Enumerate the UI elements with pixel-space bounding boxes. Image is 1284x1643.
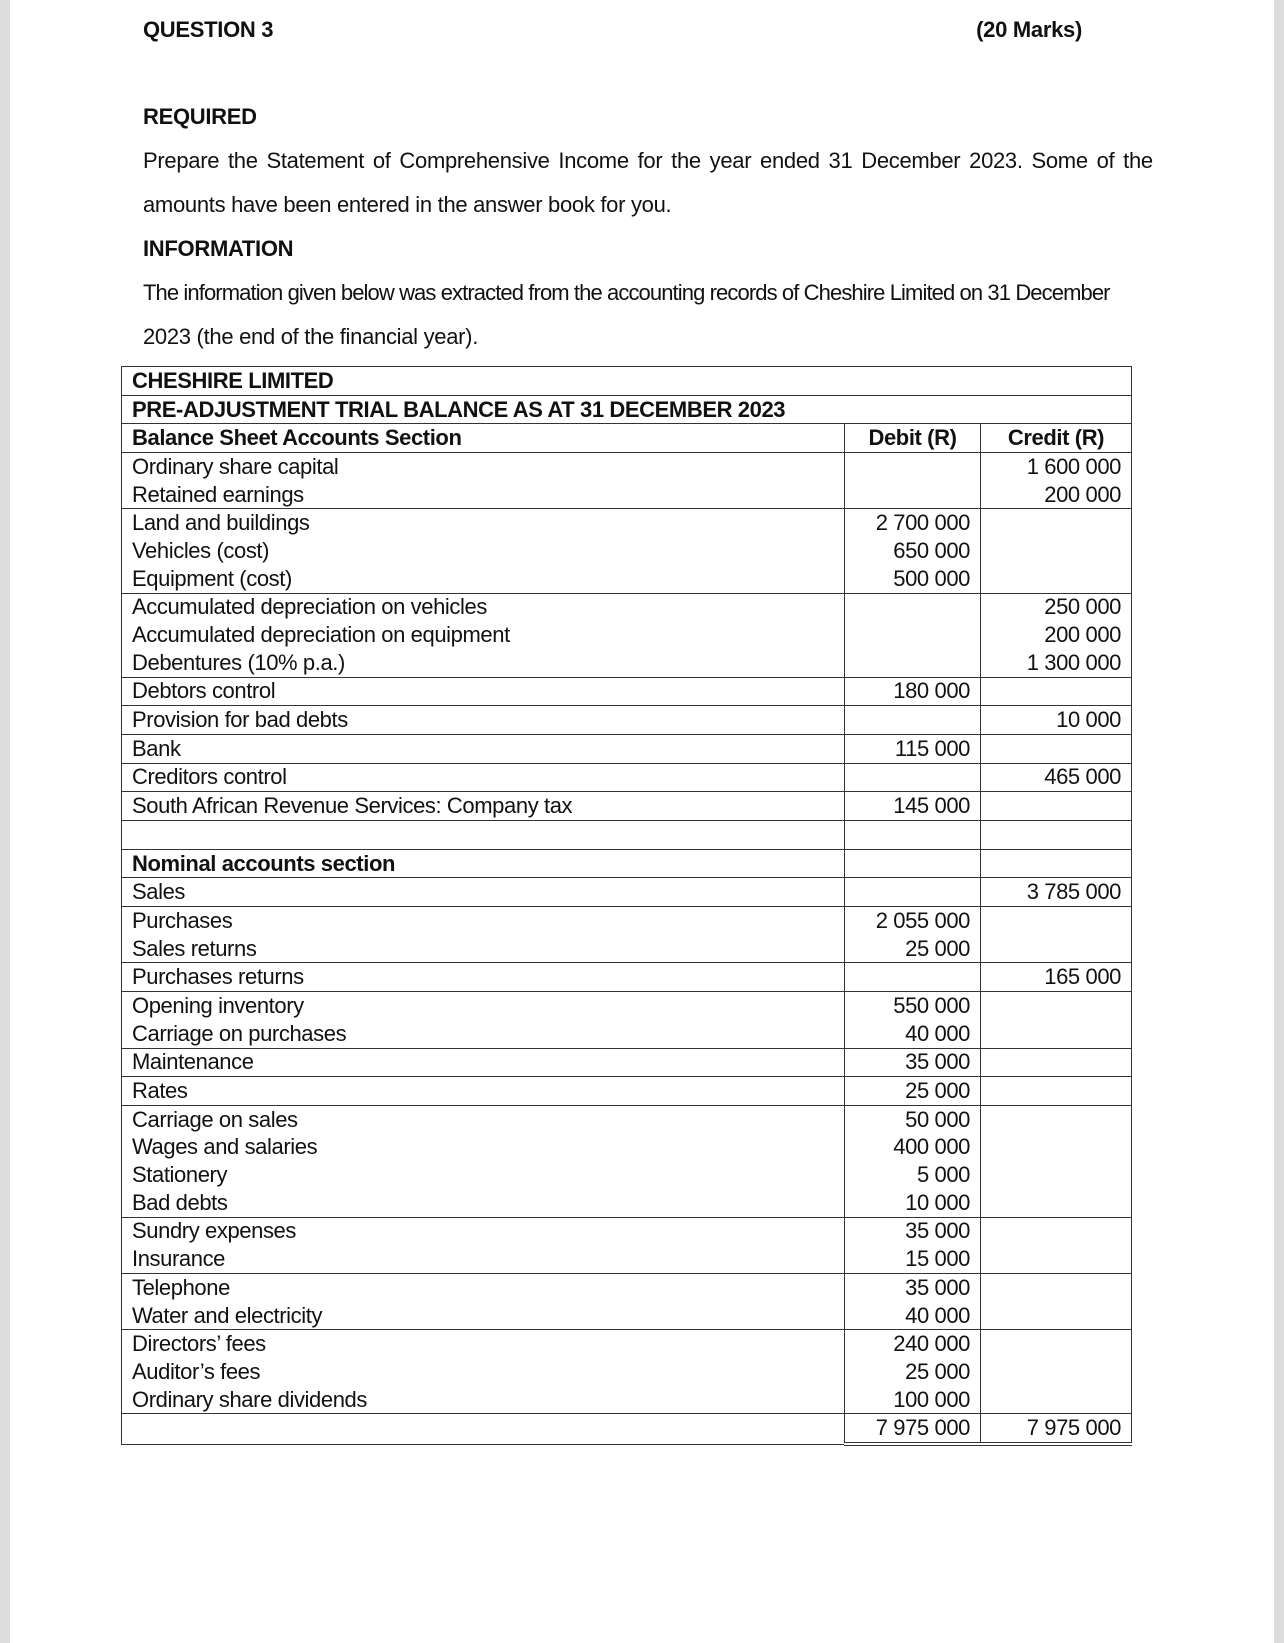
account-name: Sundry expenses — [122, 1217, 845, 1245]
table-row — [122, 1189, 1132, 1217]
debit-amount: 180 000 — [845, 677, 981, 706]
table-row — [122, 509, 1132, 537]
account-name: Land and buildings — [122, 509, 845, 537]
debit-amount: 145 000 — [845, 792, 981, 821]
account-name: Accumulated depreciation on equipment — [122, 621, 845, 649]
account-name: Wages and salaries — [122, 1134, 845, 1162]
nominal-heading-row — [122, 849, 1132, 878]
account-name: Insurance — [122, 1245, 845, 1273]
account-name: Purchases returns — [122, 963, 845, 992]
table-row — [122, 963, 1132, 992]
table-row — [122, 907, 1132, 935]
column-header-row — [122, 424, 1132, 453]
account-name: Telephone — [122, 1274, 845, 1302]
account-name: Vehicles (cost) — [122, 537, 845, 565]
credit-header: Credit (R) — [981, 424, 1132, 453]
credit-amount — [981, 537, 1132, 565]
credit-amount — [981, 1358, 1132, 1386]
credit-amount — [981, 1330, 1132, 1358]
balance-section-heading: Balance Sheet Accounts Section — [122, 424, 845, 453]
credit-amount — [981, 1189, 1132, 1217]
debit-amount — [845, 878, 981, 907]
credit-amount — [981, 1134, 1132, 1162]
debit-amount: 25 000 — [845, 1358, 981, 1386]
account-name: Sales returns — [122, 935, 845, 963]
table-row — [122, 1161, 1132, 1189]
account-name: Bad debts — [122, 1189, 845, 1217]
credit-amount — [981, 935, 1132, 963]
account-name: Bank — [122, 734, 845, 763]
table-row — [122, 1134, 1132, 1162]
credit-amount: 1 600 000 — [981, 453, 1132, 481]
credit-amount: 3 785 000 — [981, 878, 1132, 907]
credit-amount: 1 300 000 — [981, 649, 1132, 677]
debit-amount — [845, 763, 981, 792]
table-row — [122, 1105, 1132, 1133]
table-row — [122, 481, 1132, 509]
question-title: QUESTION 3 — [143, 17, 274, 42]
debit-amount — [845, 453, 981, 481]
debit-amount: 35 000 — [845, 1217, 981, 1245]
debit-amount: 550 000 — [845, 992, 981, 1020]
table-row — [122, 1330, 1132, 1358]
account-name: Debentures (10% p.a.) — [122, 649, 845, 677]
total-debit: 7 975 000 — [845, 1414, 981, 1444]
table-row — [122, 649, 1132, 677]
spacer-row — [122, 821, 1132, 850]
credit-amount: 200 000 — [981, 481, 1132, 509]
debit-amount: 240 000 — [845, 1330, 981, 1358]
table-row — [122, 621, 1132, 649]
required-heading: REQUIRED — [143, 104, 257, 129]
debit-amount: 40 000 — [845, 1020, 981, 1048]
total-credit: 7 975 000 — [981, 1414, 1132, 1444]
table-row — [122, 537, 1132, 565]
table-row — [122, 935, 1132, 963]
table-row — [122, 706, 1132, 735]
required-text-line-2: amounts have been entered in the answer book for you. — [143, 192, 672, 217]
account-name: Ordinary share capital — [122, 453, 845, 481]
account-name: Purchases — [122, 907, 845, 935]
nominal-section-heading: Nominal accounts section — [122, 849, 845, 878]
account-name: Auditor’s fees — [122, 1358, 845, 1386]
debit-amount: 25 000 — [845, 1077, 981, 1106]
table-row — [122, 763, 1132, 792]
information-heading: INFORMATION — [143, 236, 294, 261]
empty-cell — [845, 821, 981, 850]
credit-amount — [981, 992, 1132, 1020]
account-name: Maintenance — [122, 1048, 845, 1077]
account-name: Debtors control — [122, 677, 845, 706]
debit-amount: 115 000 — [845, 734, 981, 763]
debit-amount: 40 000 — [845, 1302, 981, 1330]
credit-amount — [981, 1048, 1132, 1077]
credit-amount — [981, 509, 1132, 537]
credit-amount — [981, 1077, 1132, 1106]
account-name: Water and electricity — [122, 1302, 845, 1330]
table-row — [122, 792, 1132, 821]
debit-amount: 650 000 — [845, 537, 981, 565]
account-name: Retained earnings — [122, 481, 845, 509]
credit-amount — [981, 734, 1132, 763]
account-name: South African Revenue Services: Company tax — [122, 792, 845, 821]
credit-amount — [981, 1217, 1132, 1245]
table-row — [122, 1048, 1132, 1077]
table-row — [122, 878, 1132, 907]
credit-amount: 250 000 — [981, 593, 1132, 621]
credit-amount — [981, 1274, 1132, 1302]
debit-amount: 100 000 — [845, 1386, 981, 1414]
credit-amount: 200 000 — [981, 621, 1132, 649]
company-name: CHESHIRE LIMITED — [122, 367, 1132, 396]
debit-amount: 15 000 — [845, 1245, 981, 1273]
table-row — [122, 1217, 1132, 1245]
information-text-line-2: 2023 (the end of the financial year). — [143, 324, 479, 349]
debit-amount: 500 000 — [845, 565, 981, 593]
debit-amount: 10 000 — [845, 1189, 981, 1217]
account-name: Accumulated depreciation on vehicles — [122, 593, 845, 621]
debit-amount — [845, 963, 981, 992]
table-row — [122, 677, 1132, 706]
required-text-line-1: Prepare the Statement of Comprehensive Income for the year ended 31 December 2023. Some of the — [143, 148, 1153, 173]
account-name: Ordinary share dividends — [122, 1386, 845, 1414]
credit-amount — [981, 677, 1132, 706]
debit-amount: 25 000 — [845, 935, 981, 963]
table-row — [122, 734, 1132, 763]
table-row — [122, 565, 1132, 593]
empty-cell — [981, 849, 1132, 878]
account-name: Carriage on sales — [122, 1105, 845, 1133]
account-name: Directors’ fees — [122, 1330, 845, 1358]
debit-amount: 35 000 — [845, 1048, 981, 1077]
debit-amount — [845, 481, 981, 509]
debit-amount — [845, 621, 981, 649]
credit-amount — [981, 1302, 1132, 1330]
credit-amount: 465 000 — [981, 763, 1132, 792]
credit-amount: 165 000 — [981, 963, 1132, 992]
empty-cell — [122, 1414, 845, 1444]
debit-amount: 50 000 — [845, 1105, 981, 1133]
table-row — [122, 1077, 1132, 1106]
table-row — [122, 1302, 1132, 1330]
debit-amount — [845, 706, 981, 735]
debit-amount — [845, 649, 981, 677]
information-text-line-1: The information given below was extracted from the accounting records of Cheshire Limited on 31 December — [143, 280, 1110, 305]
debit-amount: 5 000 — [845, 1161, 981, 1189]
table-row — [122, 1358, 1132, 1386]
table-row — [122, 992, 1132, 1020]
account-name: Provision for bad debts — [122, 706, 845, 735]
table-row — [122, 1020, 1132, 1048]
question-marks: (20 Marks) — [976, 17, 1082, 42]
credit-amount — [981, 792, 1132, 821]
credit-amount — [981, 1161, 1132, 1189]
credit-amount — [981, 907, 1132, 935]
account-name: Opening inventory — [122, 992, 845, 1020]
credit-amount: 10 000 — [981, 706, 1132, 735]
empty-cell — [981, 821, 1132, 850]
totals-row — [122, 1414, 1132, 1444]
trial-balance-title: PRE-ADJUSTMENT TRIAL BALANCE AS AT 31 DECEMBER 2023 — [122, 395, 1132, 424]
table-row — [122, 593, 1132, 621]
account-name: Sales — [122, 878, 845, 907]
debit-amount: 400 000 — [845, 1134, 981, 1162]
table-row — [122, 1245, 1132, 1273]
debit-header: Debit (R) — [845, 424, 981, 453]
table-row — [122, 1386, 1132, 1414]
debit-amount: 2 700 000 — [845, 509, 981, 537]
account-name: Rates — [122, 1077, 845, 1106]
debit-amount: 2 055 000 — [845, 907, 981, 935]
debit-amount: 35 000 — [845, 1274, 981, 1302]
debit-amount — [845, 593, 981, 621]
empty-cell — [845, 849, 981, 878]
credit-amount — [981, 1020, 1132, 1048]
credit-amount — [981, 1105, 1132, 1133]
account-name: Equipment (cost) — [122, 565, 845, 593]
credit-amount — [981, 1386, 1132, 1414]
account-name: Stationery — [122, 1161, 845, 1189]
account-name: Creditors control — [122, 763, 845, 792]
credit-amount — [981, 565, 1132, 593]
account-name: Carriage on purchases — [122, 1020, 845, 1048]
trial-balance-table — [121, 366, 1132, 1446]
table-row — [122, 453, 1132, 481]
empty-cell — [122, 821, 845, 850]
table-row — [122, 1274, 1132, 1302]
credit-amount — [981, 1245, 1132, 1273]
